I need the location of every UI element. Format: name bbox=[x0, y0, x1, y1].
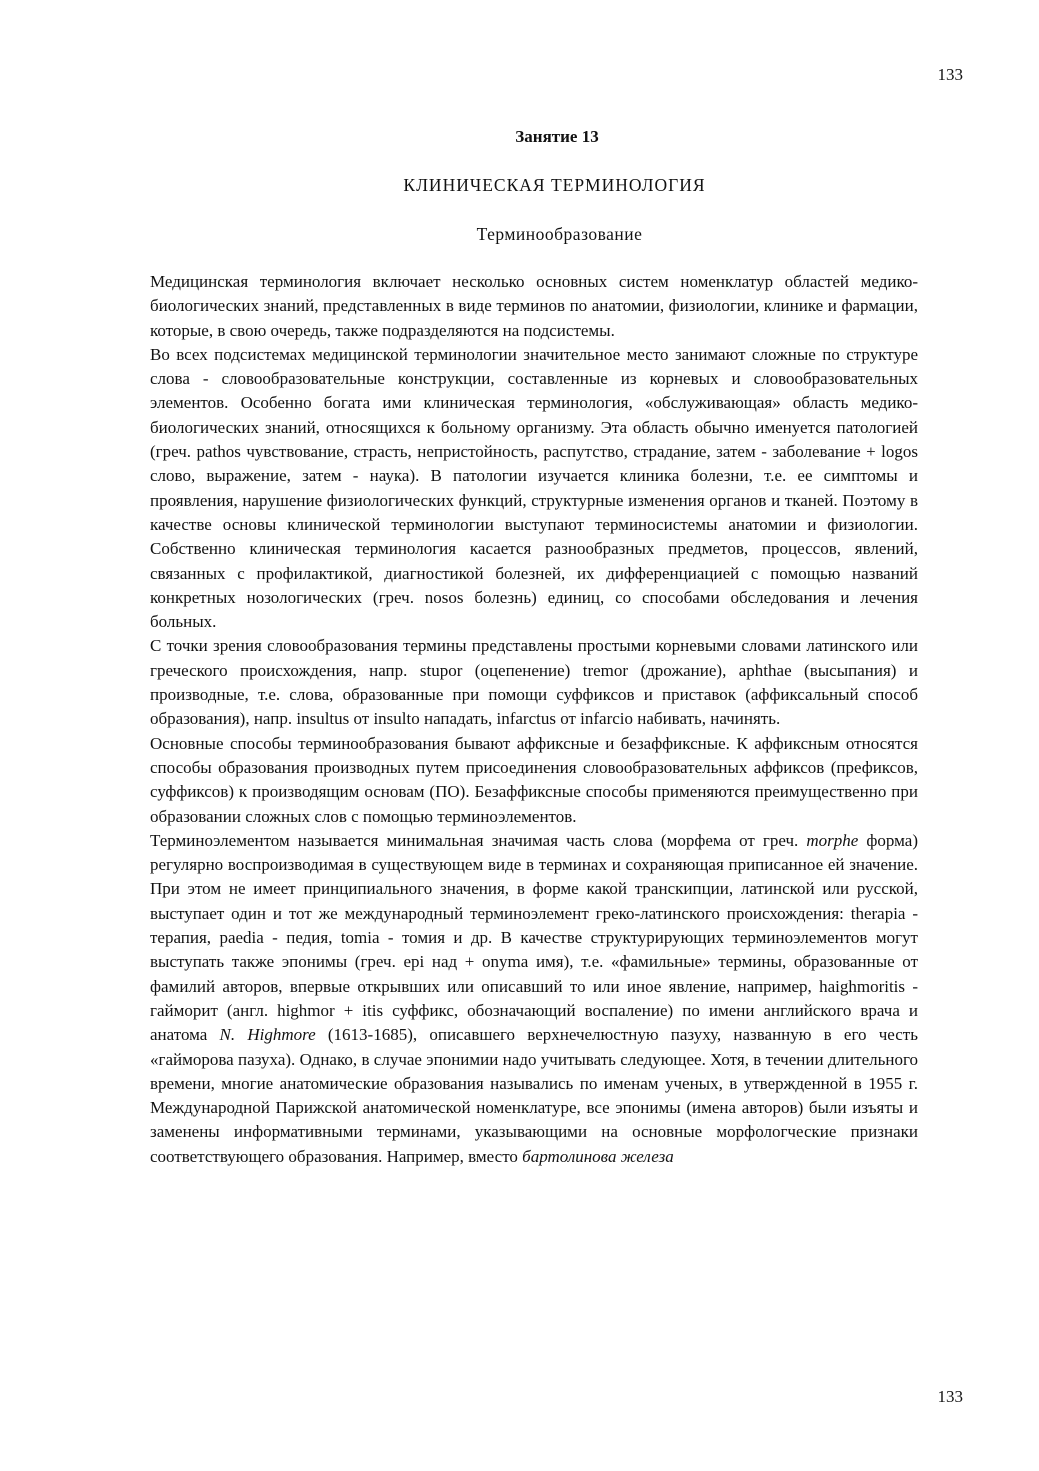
paragraph-1: Медицинская терминология включает несколько основных систем номенклатур областей медико-биологических знаний, представленных в виде терминов по анатомии, физиологии, клинике и фармации, которые, в свою очередь, также подразделяются на подсистемы. bbox=[150, 272, 918, 340]
paragraph-2: Во всех подсистемах медицинской терминологии значительное место занимают сложные по структуре слова - словообразовательные конструкции, составленные из корневых и словообразовательных элементов. Особенно богата ими клиническая терминология, «обслуживающая» область медико-биологических знаний, относящихся к больному организму. Эта область обычно именуется патологией (греч. pathos чувствование, страсть, непристойность, распутство, страдание, затем - заболевание + logos слово, выражение, затем - наука). В патологии изучается клиника болезни, т.е. ее симптомы и проявления, нарушение физиологических функций, структурные изменения органов и тканей. Поэтому в качестве основы клинической терминологии выступают терминосистемы анатомии и физиологии. Собственно клиническая терминология касается разнообразных предметов, процессов, явлений, связанных с профилактикой, диагностикой болезней, их дифференциацией с помощью названий конкретных нозологических (греч. nosos болезнь) единиц, со способами обследования и лечения больных. bbox=[150, 344, 918, 632]
p5-italic-highmore: N. Highmore bbox=[219, 1025, 316, 1045]
lesson-title: Занятие 13 bbox=[515, 127, 599, 146]
p5-text-c: форма) регулярно воспроизводимая в существующем виде в терминах и сохраняющая приписанное ей значение. При этом не имеет принципиального значения, в форме какой транскипции, латинской или русской, выступает один и тот же международный терминоэлемент греко-латинского происхождения: therapia - терапия, paedia - педия, tomia - томия и др. В качестве структурирующих терминоэлементов могут выступать также эпонимы (греч. epi над + onyma имя), т.е. «фамильные» термины, образованные от фамилий авторов, впервые открывших или описавший то или иное явление, например, haighmoritis - гайморит (англ. highmor + itis суффикс, обозначающий воспаление) по имени английского врача и анатома bbox=[150, 830, 918, 1045]
paragraph-5 bbox=[150, 829, 918, 1169]
page-number-bottom: 133 bbox=[937, 1387, 963, 1406]
body-text bbox=[150, 270, 918, 1169]
p5-italic-morphe: morphe bbox=[806, 830, 859, 850]
paragraph-3: С точки зрения словообразования термины представлены простыми корневыми словами латинского или греческого происхождения, напр. stupor (оцепенение) tremor (дрожание), aphthae (высыпания) и производные, т.е. слова, образованные при помощи суффиксов и приставок (аффиксальный способ образования), напр. insultus от insulto нападать, infarctus от infarcio набивать, начинять. bbox=[150, 636, 918, 729]
page-number-top: 133 bbox=[937, 65, 963, 84]
p5-italic-bartholin: бартолинова железа bbox=[522, 1146, 674, 1166]
section-title: Терминообразование bbox=[476, 224, 643, 244]
p5-text-e: (1613-1685), описавшего верхнечелюстную пазуху, названную в его честь «гайморова пазуха). Однако, в случае эпонимии надо учитывать следующее. Хотя, в течении длительного времени, многие анатомические образования назывались по именам ученых, в утвержденной в 1955 г. Международной Парижской анатомической номенклатуре, все эпонимы (имена авторов) были изъяты и заменены информативными терминами, указывающими на основные морфологческие признаки соответствующего образования. Например, вместо bbox=[150, 1025, 918, 1166]
paragraph-4: Основные способы терминообразования бывают аффиксные и безаффиксные. К аффиксным относятся способы образования производных путем присоединения словообразовательных аффиксов (префиксов, суффиксов) к производящим основам (ПО). Безаффиксные способы применяются преимущественно при образовании сложных слов с помощью терминоэлементов. bbox=[150, 733, 918, 826]
p5-text-a: Терминоэлементом называется минимальная значимая часть слова (морфема от греч. bbox=[150, 830, 807, 850]
chapter-title: КЛИНИЧЕСКАЯ ТЕРМИНОЛОГИЯ bbox=[403, 175, 706, 195]
